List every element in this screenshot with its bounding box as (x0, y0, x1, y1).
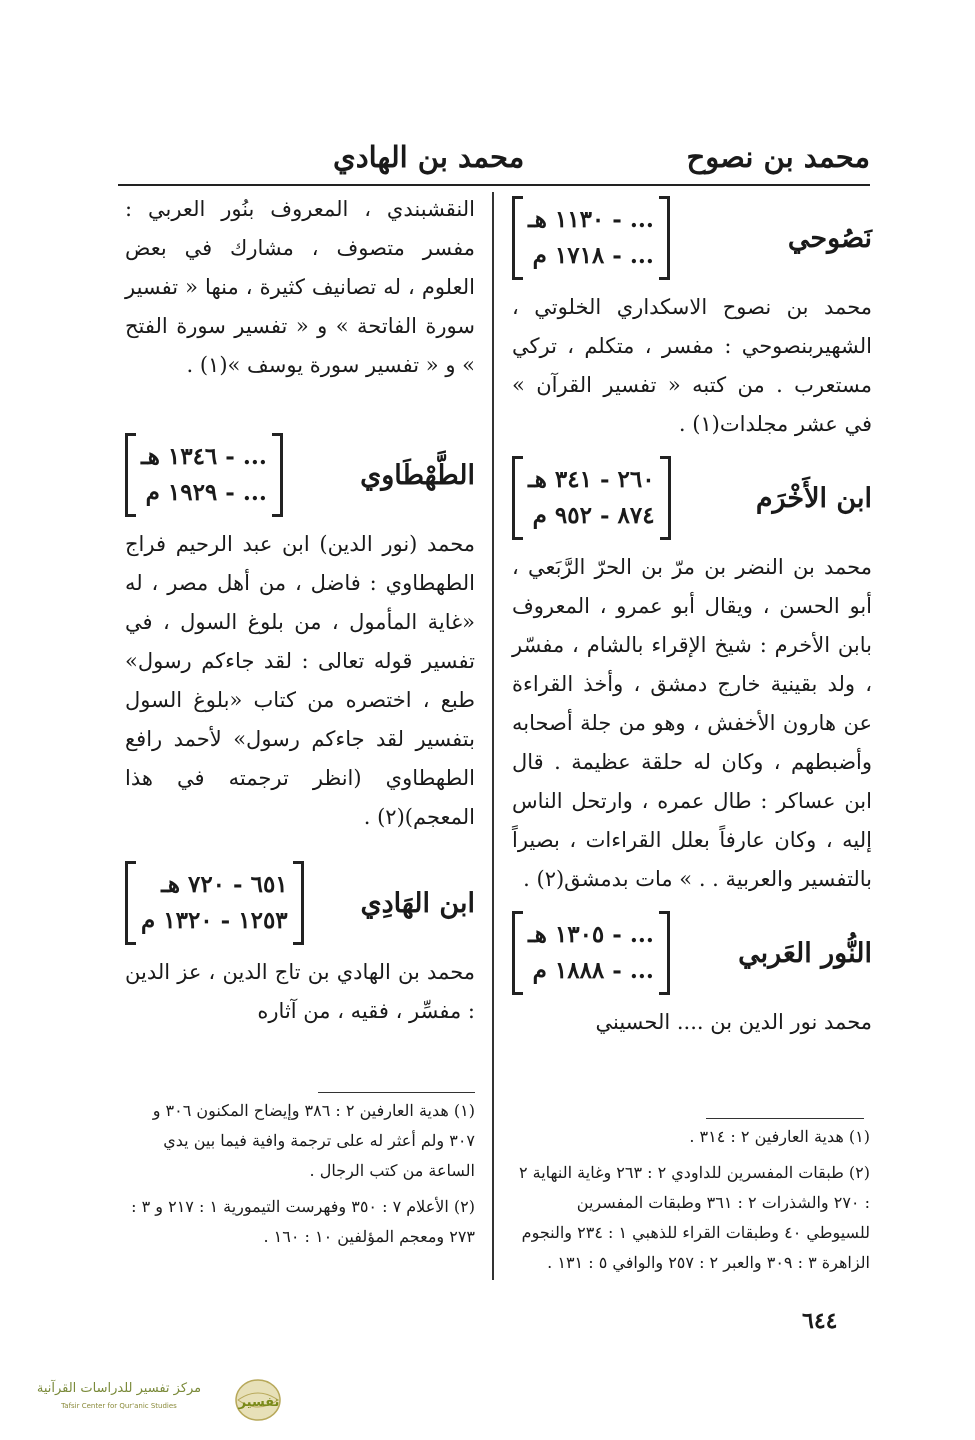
entry-name: ابن الهَادِي (360, 887, 475, 919)
entry-name: ابن الأَخْرَم (755, 482, 872, 514)
entry-dates (512, 911, 670, 995)
logo-arabic-text: مركز تفسير للدراسات القرآنية (36, 1381, 202, 1396)
footnote-rule (706, 1118, 864, 1119)
right-column (512, 190, 872, 1054)
entry-text: محمد بن نصوح الاسكداري الخلوتي ، الشهيربنصوحي : مفسر ، متكلم ، تركي مستعرب . من كتبه « تفسير القرآن » في عشر مجلدات(١) . (512, 295, 872, 436)
footnote: (١) هدية العارفين ٢ : ٣١٤ . (689, 1127, 870, 1146)
entry-heading (512, 196, 872, 280)
entry-dates (125, 433, 283, 517)
date-gregorian: ... - ١٩٢٩ م (145, 479, 267, 506)
entry-heading (512, 456, 872, 540)
entry-heading (125, 861, 475, 945)
date-hijri: ... - ١١٣٠ هـ (528, 206, 654, 233)
date-hijri: ٦٥١ - ٧٢٠ هـ (161, 871, 288, 898)
footnote-rule (318, 1092, 475, 1093)
date-gregorian: ١٢٥٣ - ١٣٢٠ م (141, 907, 288, 934)
left-column (125, 190, 475, 1043)
page-header (118, 140, 870, 186)
date-hijri: ٢٦٠ - ٣٤١ هـ (528, 466, 655, 493)
entry-text: محمد بن الهادي بن تاج الدين ، عز الدين : مفسِّر ، فقيه ، من آثاره (125, 960, 475, 1023)
entry-name: نَصُوحي (787, 222, 872, 254)
entry-heading (125, 433, 475, 517)
entry-text: محمد (نور الدين) ابن عبد الرحيم فراج الطهطاوي : فاضل ، من أهل مصر ، له «غاية المأمول ، من بلوغ السول ، في تفسير قوله تعالى : لقد جاءكم رسول» طبع ، اختصره من كتاب «بلوغ السول بتفسير لقد جاءكم رسول» لأحمد رافع الطهطاوي (انظر ترجمته في هذا المعجم)(٢) . (125, 532, 475, 829)
entry-text: محمد نور الدين بن .... الحسيني (595, 1010, 872, 1034)
date-hijri: ... - ١٣٤٦ هـ (141, 443, 267, 470)
date-gregorian: ... - ١٧١٨ م (532, 242, 654, 269)
entry-dates (512, 196, 670, 280)
column-divider (492, 192, 494, 1280)
header-left-title: محمد بن الهادي (333, 140, 525, 174)
header-right-title: محمد بن نصوح (686, 140, 870, 174)
globe-logo-icon (228, 1376, 290, 1424)
logo-mark-text: تفسير (238, 1395, 280, 1410)
entry-dates (512, 456, 671, 540)
entry-dates (125, 861, 304, 945)
date-hijri: ... - ١٣٠٥ هـ (528, 921, 654, 948)
entry-name: الطَّهْطَاوي (360, 459, 475, 491)
entry-heading (512, 911, 872, 995)
entry-name: النُّور العَربي (738, 937, 872, 969)
footnote: (١) هدية العارفين ٢ : ٣٨٦ وإيضاح المكنون ٣٠٦ و ٣٠٧ ولم أعثر له على ترجمة وافية فيما بين يدي الساعة من كتب الرجال . (152, 1101, 475, 1180)
footnote: (٢) طبقات المفسرين للداودي ٢ : ٢٦٣ وغاية النهاية ٢ : ٢٧٠ والشذرات ٢ : ٣٦١ وطبقات المفسرين للسيوطي ٤٠ وطبقات القراء للذهبي ١ : ٢٣٤ والنجوم الزاهرة ٣ : ٣٠٩ والعبر ٢ : ٢٥٧ والوافي ٥ : ١٣١ . (518, 1163, 870, 1272)
right-footnotes (512, 1122, 870, 1284)
left-footnotes (125, 1096, 475, 1258)
continued-entry-text: النقشبندي ، المعروف بنُور العربي : مفسر متصوف ، مشارك في بعض العلوم ، له تصانيف كثيرة ، منها « تفسير سورة الفاتحة » و « تفسير سورة الفتح » و « تفسير سورة يوسف »(١) . (125, 197, 475, 377)
entry-text: محمد بن النضر بن مرّ بن الحرّ الرَّبَعي ، أبو الحسن ، ويقال أبو عمرو ، المعروف بابن الأخرم : شيخ الإقراء بالشام ، مفسّر ، ولد بقينية خارج دمشق ، وأخذ القراءة عن هارون الأخفش ، وهو من جلة أصحابه وأضبطهم ، وكان له حلقة عظيمة . قال ابن عساكر : طال عمره ، وارتحل الناس إليه ، وكان عارفاً بعلل القراءات ، بصيراً بالتفسير والعربية . . » مات بدمشق(٢) . (512, 555, 872, 891)
page-number: ٦٤٤ (802, 1308, 838, 1334)
footnote: (٢) الأعلام ٧ : ٣٥٠ وفهرست التيمورية ١ : ٢١٧ و ٣ : ٢٧٣ ومعجم المؤلفين ١٠ : ١٦٠ . (131, 1197, 475, 1246)
logo-english-text: Tafsir Center for Qur'anic Studies (61, 1402, 177, 1410)
tafsir-center-logo (14, 1376, 290, 1424)
date-gregorian: ٨٧٤ - ٩٥٢ م (532, 502, 655, 529)
date-gregorian: ... - ١٨٨٨ م (532, 957, 654, 984)
